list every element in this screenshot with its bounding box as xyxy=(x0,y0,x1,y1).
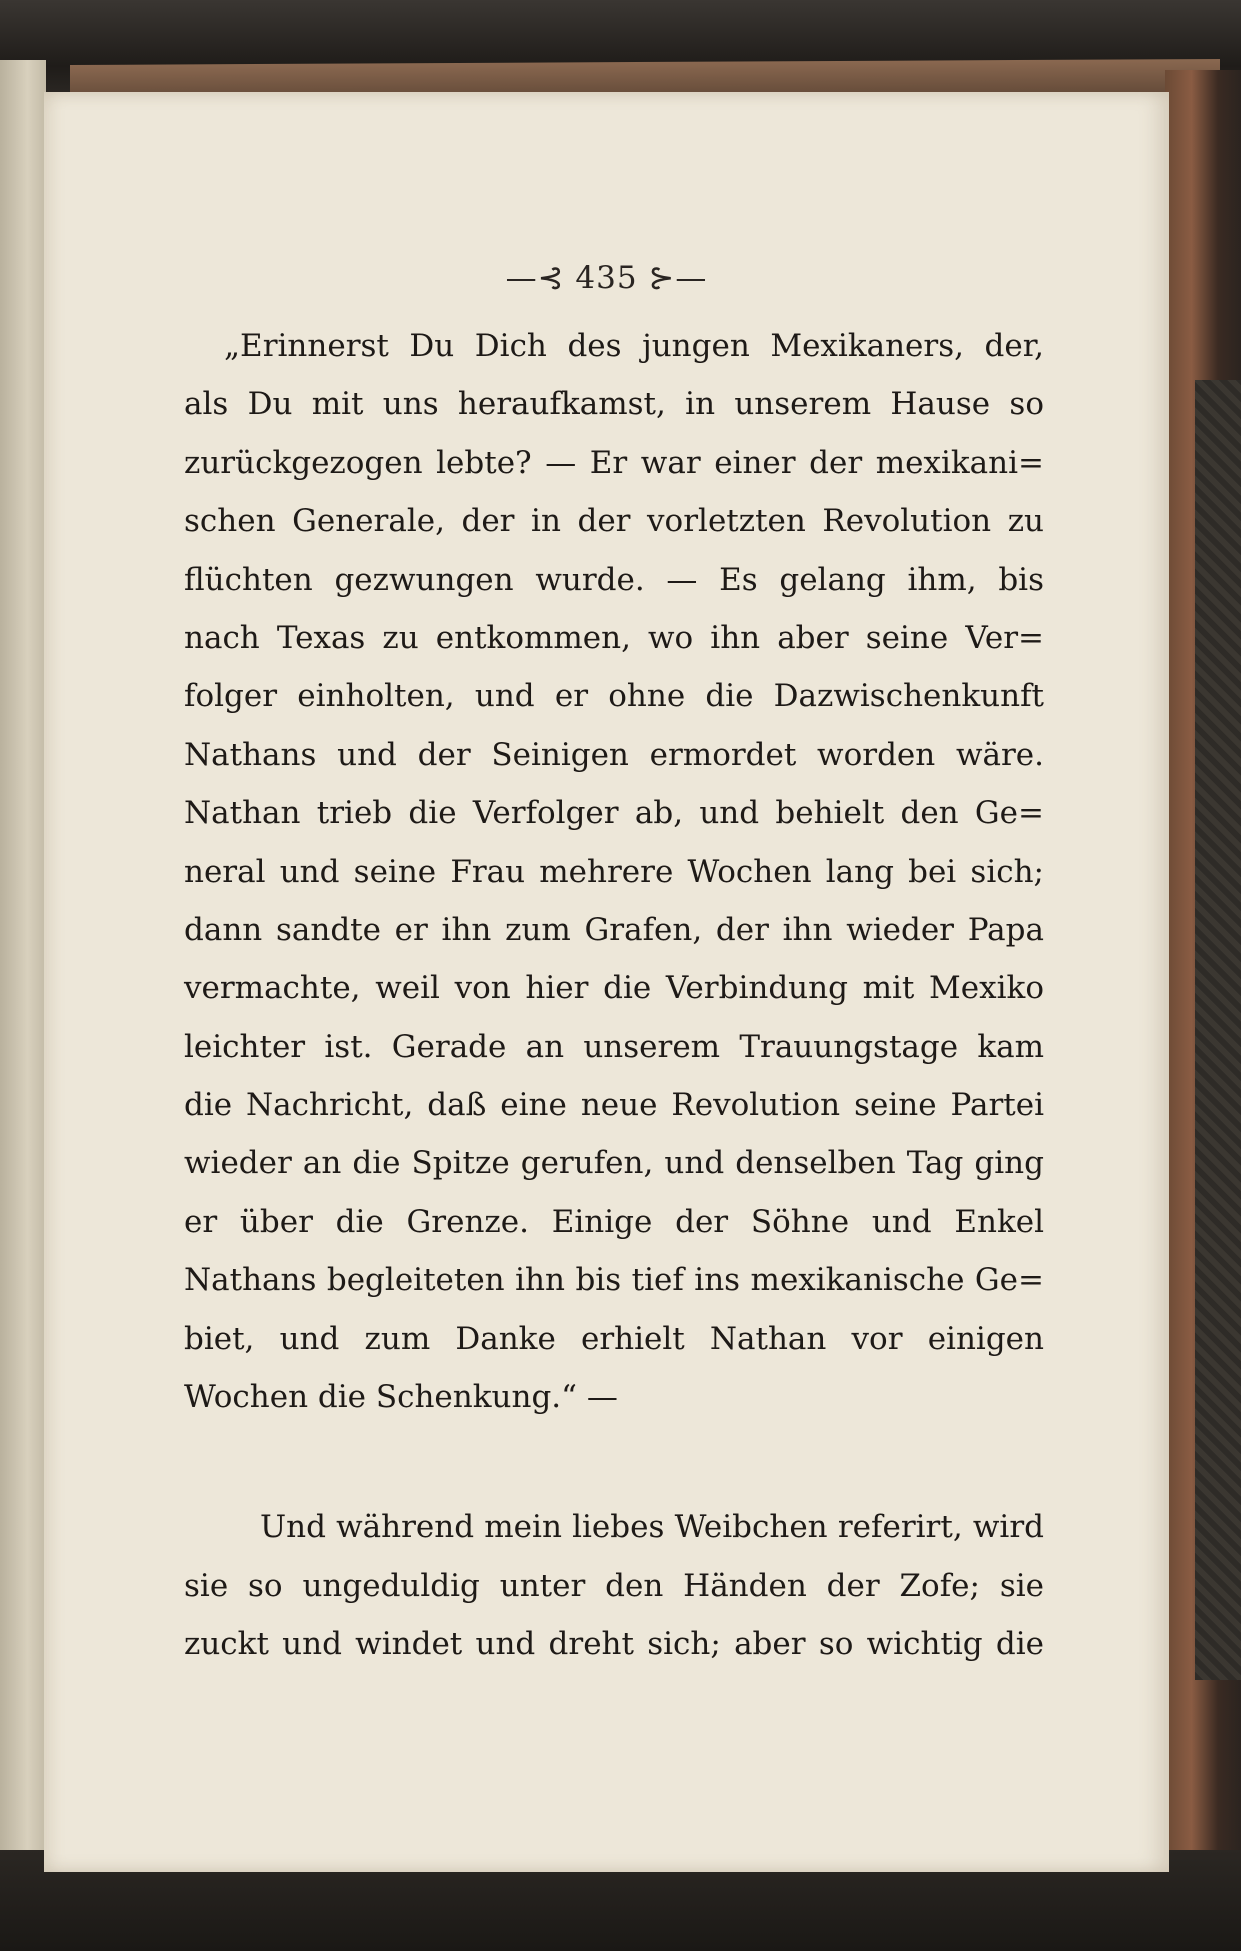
book-left-page-edge xyxy=(0,60,46,1880)
text-line: die Nachricht, daß eine neue Revolution seine Partei xyxy=(184,1087,1044,1124)
text-line: er über die Grenze. Einige der Söhne und Enkel xyxy=(184,1203,1044,1240)
text-line: leichter ist. Gerade an unserem Trauungstage kam xyxy=(184,1028,1044,1065)
text-line: Und während mein liebes Weibchen referirt, wird xyxy=(260,1509,1044,1546)
book-cover-cloth xyxy=(1195,380,1241,1680)
paragraph-gap xyxy=(184,1426,1044,1498)
text-line: folger einholten, und er ohne die Dazwischenkunft xyxy=(184,678,1044,715)
text-line: zurückgezogen lebte? — Er war einer der mexikani= xyxy=(184,444,1044,481)
text-line: Nathans begleiteten ihn bis tief ins mexikanische Ge= xyxy=(184,1262,1044,1299)
text-line: sie so ungeduldig unter den Händen der Zofe; sie xyxy=(184,1567,1044,1604)
paragraph-2 xyxy=(184,1498,1044,1673)
text-line: neral und seine Frau mehrere Wochen lang bei sich; xyxy=(184,853,1044,890)
text-line: Nathans und der Seinigen ermordet worden wäre. xyxy=(184,736,1044,773)
text-line: vermachte, weil von hier die Verbindung mit Mexiko xyxy=(184,970,1044,1007)
text-line: Wochen die Schenkung.“ — xyxy=(184,1379,618,1416)
page-text xyxy=(184,317,1044,1674)
text-line: zuckt und windet und dreht sich; aber so wichtig die xyxy=(184,1626,1044,1663)
paragraph-1 xyxy=(184,317,1044,1426)
text-line: schen Generale, der in der vorletzten Revolution zu xyxy=(184,503,1044,540)
text-line: Nathan trieb die Verfolger ab, und behielt den Ge= xyxy=(184,795,1044,832)
text-line: wieder an die Spitze gerufen, und denselben Tag ging xyxy=(184,1145,1044,1182)
text-line: dann sandte er ihn zum Grafen, der ihn wieder Papa xyxy=(184,911,1044,948)
book-page xyxy=(44,92,1169,1872)
text-line: biet, und zum Danke erhielt Nathan vor einigen xyxy=(184,1320,1044,1357)
text-line: „Erinnerst Du Dich des jungen Mexikaners, der, xyxy=(224,328,1044,364)
text-line: nach Texas zu entkommen, wo ihn aber seine Ver= xyxy=(184,619,1044,656)
page-number: —⊰ 435 ⊱— xyxy=(505,260,708,296)
text-line: als Du mit uns heraufkamst, in unserem Hause so xyxy=(184,386,1044,423)
text-line: flüchten gezwungen wurde. — Es gelang ihm, bis xyxy=(184,561,1044,598)
